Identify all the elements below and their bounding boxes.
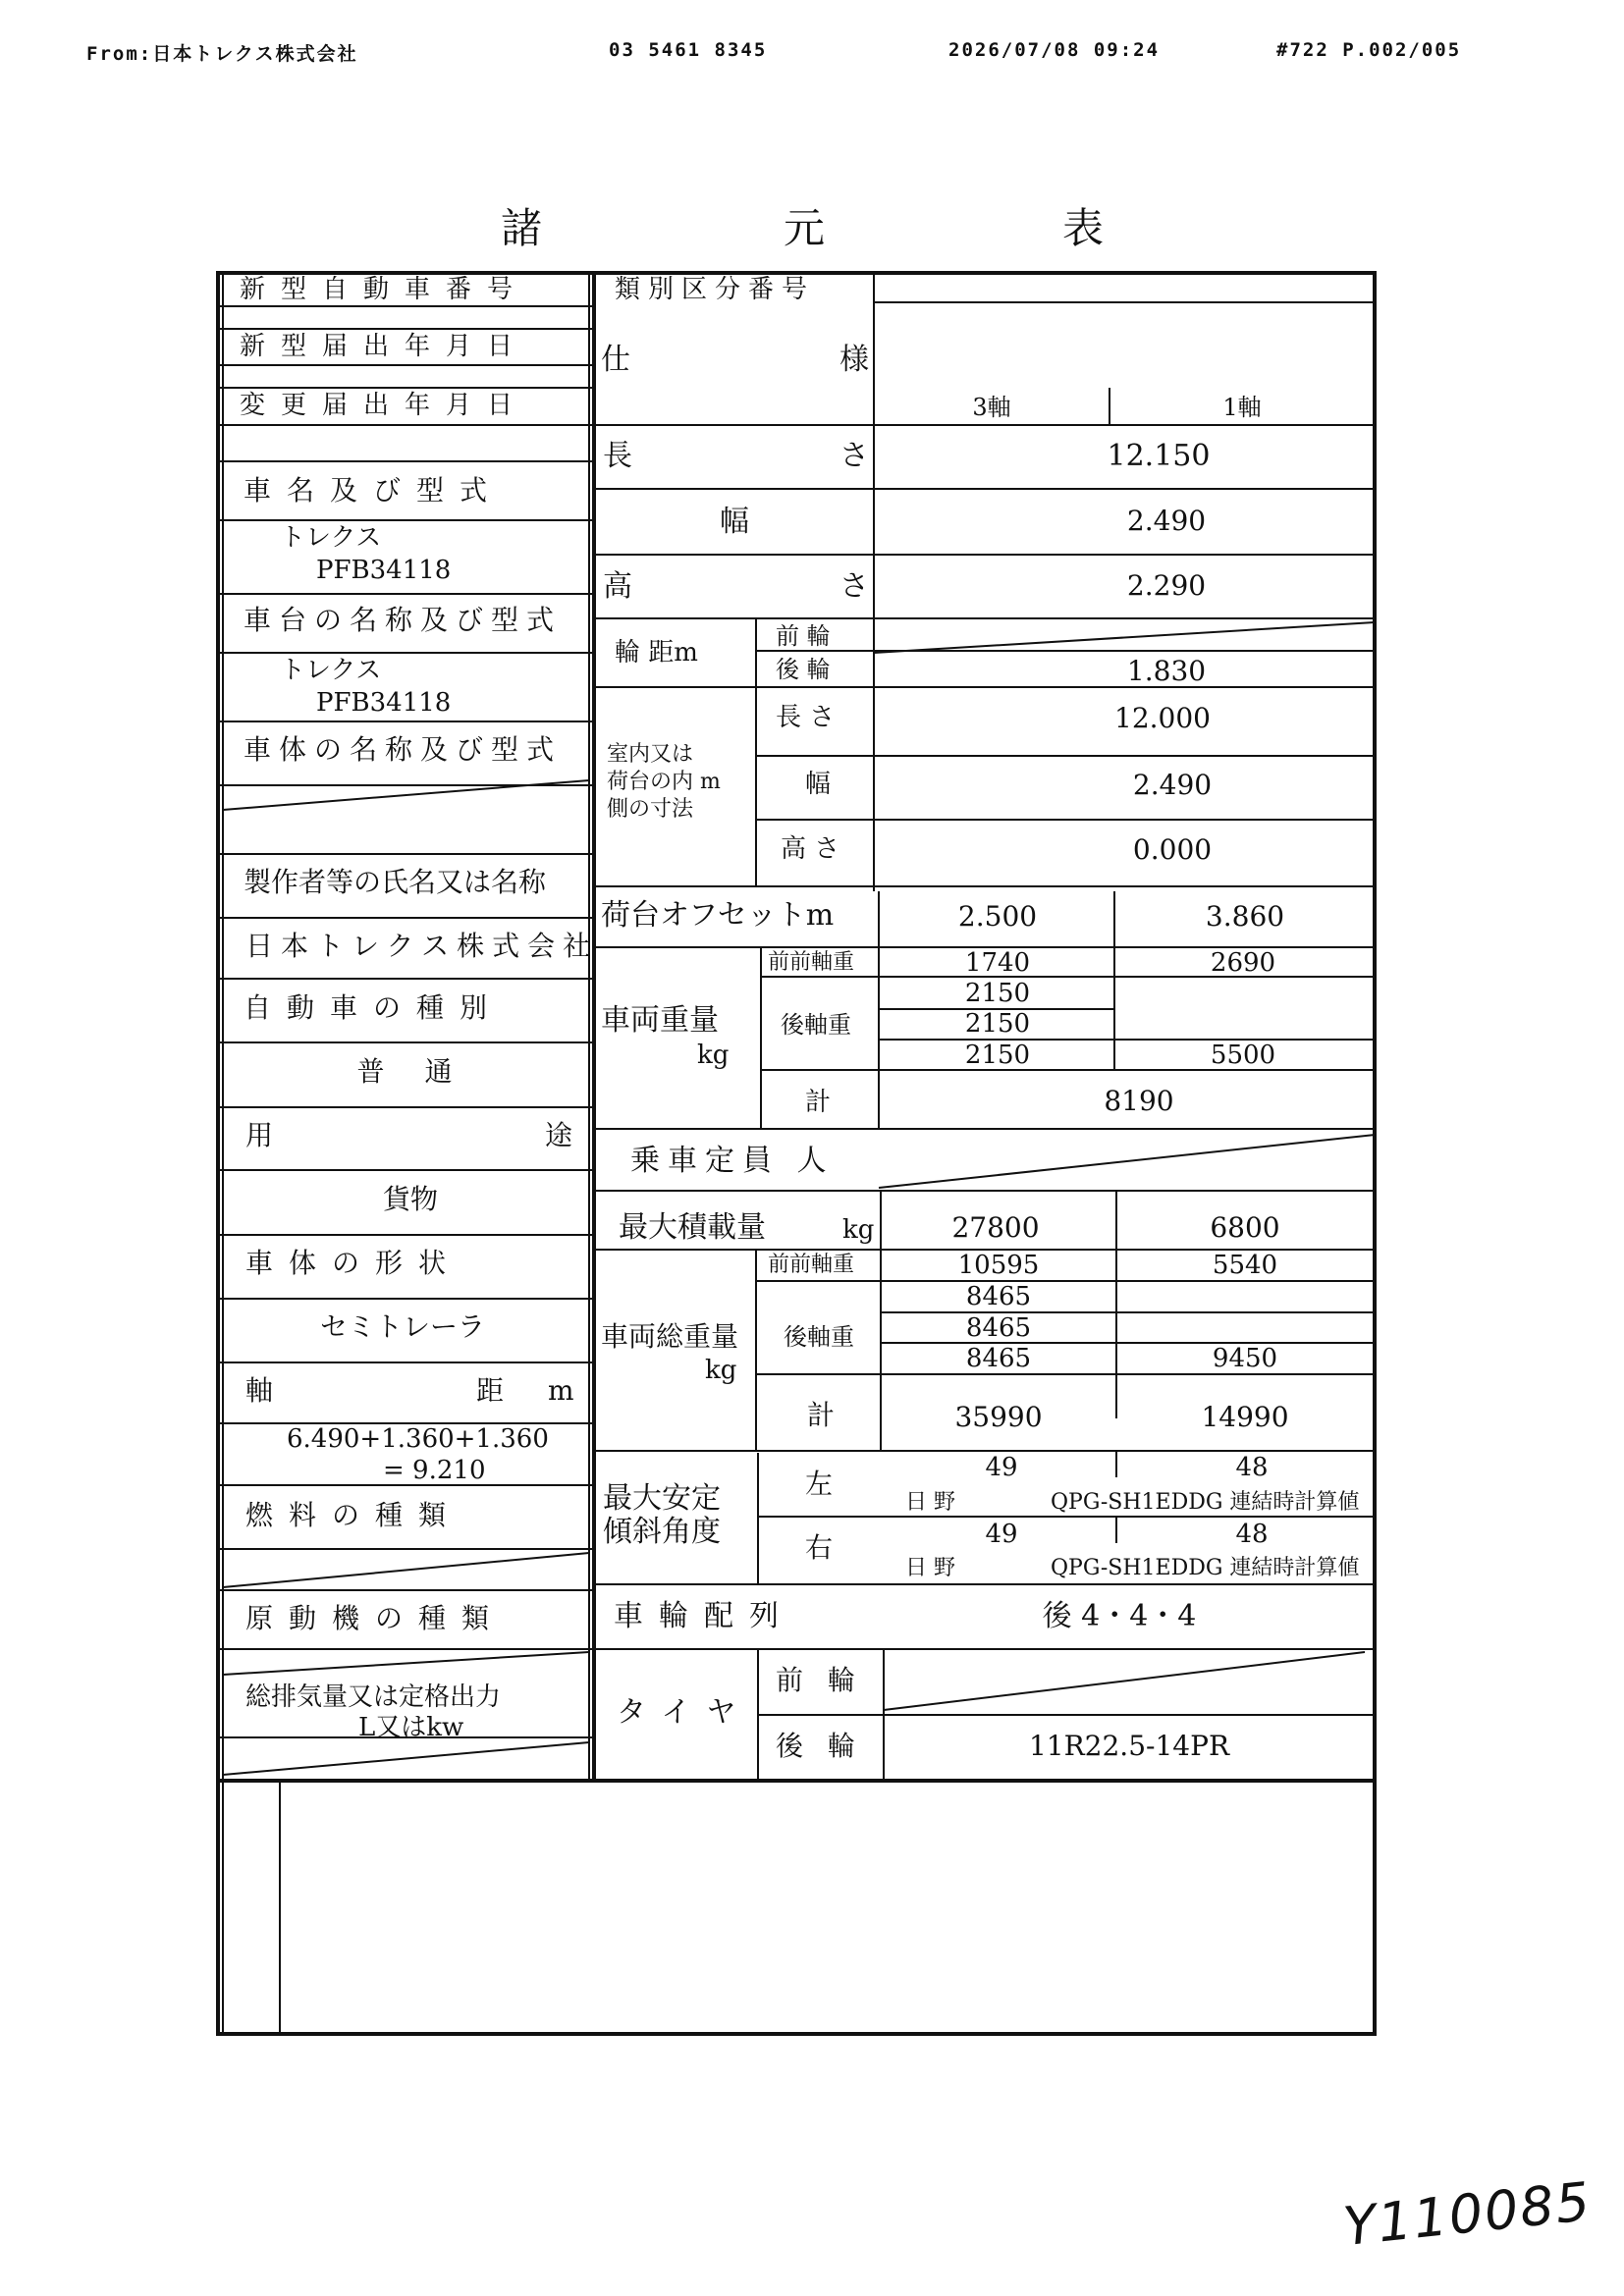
weight-total-value: 8190 (1104, 1085, 1174, 1117)
inner-width-value: 2.490 (1132, 769, 1213, 801)
tilt-left-label: 左 (805, 1468, 834, 1500)
body-shape-label: 車体の形状 (245, 1247, 462, 1279)
title-char-1: 諸 (501, 204, 545, 252)
tilt-left-note-maker: 日 野 (905, 1490, 955, 1515)
length-label-1: 長 (603, 439, 632, 473)
wheelbase-unit: m (548, 1374, 574, 1407)
chassis-name-value: トレクス (280, 656, 382, 685)
inner-dimension-label-3: 側の寸法 (607, 797, 694, 822)
tilt-left-3-axle: 49 (985, 1453, 1018, 1482)
fax-phone: 03 5461 8345 (609, 39, 768, 61)
inner-dimension-label-2: 荷台の内 m (607, 770, 721, 794)
deck-offset-label: 荷台オフセットm (601, 898, 835, 933)
width-value: 2.490 (1126, 505, 1207, 537)
tilt-right-note-model: QPG-SH1EDDG 連結時計算値 (1051, 1556, 1360, 1580)
gross-rear-3-axle-a: 8465 (965, 1282, 1032, 1311)
inner-length-label: 長 さ (776, 703, 836, 732)
purpose-label-2: 途 (545, 1119, 573, 1151)
vehicle-name-model-label: 車名及び型式 (244, 474, 504, 507)
gross-total-3-axle: 35990 (954, 1401, 1043, 1433)
tire-rear-label: 後 輪 (776, 1730, 863, 1762)
tilt-angle-label-1: 最大安定 (603, 1481, 721, 1516)
chassis-model-value: PFB34118 (316, 688, 452, 718)
purpose-label-1: 用 (245, 1119, 274, 1151)
wheelbase-value-1: 6.490+1.360+1.360 (287, 1424, 549, 1454)
inner-width-label: 幅 (805, 770, 832, 799)
tilt-left-1-axle: 48 (1235, 1453, 1269, 1482)
handwritten-note: Y110085 (1340, 2169, 1595, 2259)
weight-rear-3-axle-b: 2150 (964, 1009, 1031, 1039)
fax-datetime: 2026/07/08 09:24 (948, 39, 1161, 61)
gross-front-1-axle: 5540 (1212, 1251, 1278, 1280)
body-shape-value: セミトレーラ (319, 1310, 486, 1343)
displacement-label: 総排気量又は定格出力 (245, 1682, 502, 1712)
fuel-type-label: 燃料の種類 (245, 1499, 462, 1531)
axle-3-header: 3軸 (972, 394, 1011, 421)
maker-value: 日本トレクス株式会社 (245, 930, 599, 962)
vehicle-kind-value: 普 通 (356, 1055, 468, 1088)
height-label-2: さ (839, 569, 869, 604)
weight-total-label: 計 (805, 1088, 832, 1117)
fax-sender: From:日本トレクス株式会社 (86, 43, 358, 65)
gross-rear-3-axle-c: 8465 (965, 1344, 1032, 1373)
deck-offset-1-axle: 3.860 (1205, 900, 1285, 933)
vehicle-kind-label: 自動車の種別 (244, 991, 504, 1024)
vehicle-name-value: トレクス (280, 523, 382, 553)
weight-rear-3-axle-a: 2150 (964, 979, 1031, 1008)
displacement-unit-label: L又はkw (358, 1713, 464, 1742)
class-number-label: 類別区分番号 (615, 275, 816, 304)
gross-front-axle-label: 前前軸重 (768, 1253, 855, 1277)
inner-height-label: 高 さ (781, 834, 840, 864)
weight-front-1-axle: 2690 (1210, 948, 1276, 978)
gross-total-label: 計 (807, 1399, 836, 1431)
tread-front-label: 前 輪 (776, 622, 831, 650)
gross-rear-1-axle: 9450 (1212, 1344, 1278, 1373)
title-char-2: 元 (784, 204, 828, 252)
spec-label-2: 様 (839, 343, 869, 377)
engine-type-label: 原動機の種類 (245, 1602, 506, 1634)
gross-weight-unit: kg (705, 1356, 737, 1385)
tilt-right-1-axle: 48 (1235, 1520, 1269, 1549)
fax-page: #722 P.002/005 (1276, 39, 1462, 61)
chassis-name-model-label: 車台の名称及び型式 (244, 604, 563, 636)
gross-weight-label: 車両総重量 (601, 1320, 739, 1353)
weight-rear-1-axle: 5500 (1210, 1041, 1276, 1070)
gross-rear-3-axle-b: 8465 (965, 1313, 1032, 1343)
tread-label: 輪 距m (615, 638, 698, 667)
wheelbase-value-2: = 9.210 (383, 1456, 486, 1485)
gross-total-1-axle: 14990 (1201, 1401, 1289, 1433)
vehicle-weight-label: 車両重量 (601, 1003, 719, 1038)
height-value: 2.290 (1126, 569, 1207, 602)
inner-dimension-label-1: 室内又は (607, 742, 694, 767)
wheel-arrangement-label: 車輪配列 (614, 1599, 794, 1633)
tilt-right-note-maker: 日 野 (905, 1556, 955, 1580)
tilt-right-3-axle: 49 (985, 1520, 1018, 1549)
weight-rear-axle-label: 後軸重 (781, 1011, 851, 1039)
purpose-value: 貨物 (382, 1183, 439, 1215)
wheelbase-label-2: 距 (476, 1374, 505, 1407)
tire-label: タイヤ (617, 1695, 752, 1730)
tilt-angle-label-2: 傾斜角度 (603, 1515, 721, 1549)
title-char-3: 表 (1062, 204, 1107, 252)
max-load-1-axle: 6800 (1210, 1211, 1280, 1244)
length-label-2: さ (839, 439, 869, 473)
max-load-3-axle: 27800 (951, 1211, 1040, 1244)
tread-rear-value: 1.830 (1126, 655, 1207, 687)
max-load-label: 最大積載量 (619, 1210, 766, 1245)
new-model-filing-date-label: 新型届出年月日 (240, 332, 529, 361)
gross-front-3-axle: 10595 (957, 1251, 1040, 1280)
tread-rear-label: 後 輪 (776, 656, 831, 683)
gross-rear-axle-label: 後軸重 (784, 1323, 854, 1351)
weight-front-3-axle: 1740 (964, 948, 1031, 978)
vehicle-weight-unit: kg (697, 1041, 730, 1070)
height-label-1: 高 (603, 569, 632, 604)
axle-1-header: 1軸 (1222, 394, 1262, 421)
body-name-model-label: 車体の名称及び型式 (244, 733, 563, 766)
spec-label-1: 仕 (601, 343, 630, 377)
width-label: 幅 (720, 505, 749, 539)
weight-rear-3-axle-c: 2150 (964, 1041, 1031, 1070)
change-filing-date-label: 変更届出年月日 (240, 391, 529, 420)
vehicle-model-value: PFB34118 (316, 556, 452, 585)
wheelbase-label-1: 軸 (245, 1374, 274, 1407)
inner-length-value: 12.000 (1114, 702, 1211, 734)
tilt-right-label: 右 (805, 1531, 834, 1564)
weight-front-axle-label: 前前軸重 (768, 950, 855, 975)
max-load-unit: kg (842, 1215, 875, 1245)
maker-label: 製作者等の氏名又は名称 (244, 866, 547, 898)
tire-front-label: 前 輪 (776, 1664, 863, 1696)
inner-height-value: 0.000 (1132, 833, 1213, 866)
wheel-arrangement-value: 後 4・4・4 (1042, 1599, 1197, 1633)
length-value: 12.150 (1107, 439, 1211, 473)
deck-offset-3-axle: 2.500 (957, 900, 1038, 933)
new-vehicle-number-label: 新型自動車番号 (240, 275, 529, 304)
riding-capacity-label: 乗車定員 人 (630, 1144, 835, 1178)
tilt-left-note-model: QPG-SH1EDDG 連結時計算値 (1051, 1490, 1360, 1515)
tire-rear-value: 11R22.5-14PR (1028, 1730, 1230, 1762)
